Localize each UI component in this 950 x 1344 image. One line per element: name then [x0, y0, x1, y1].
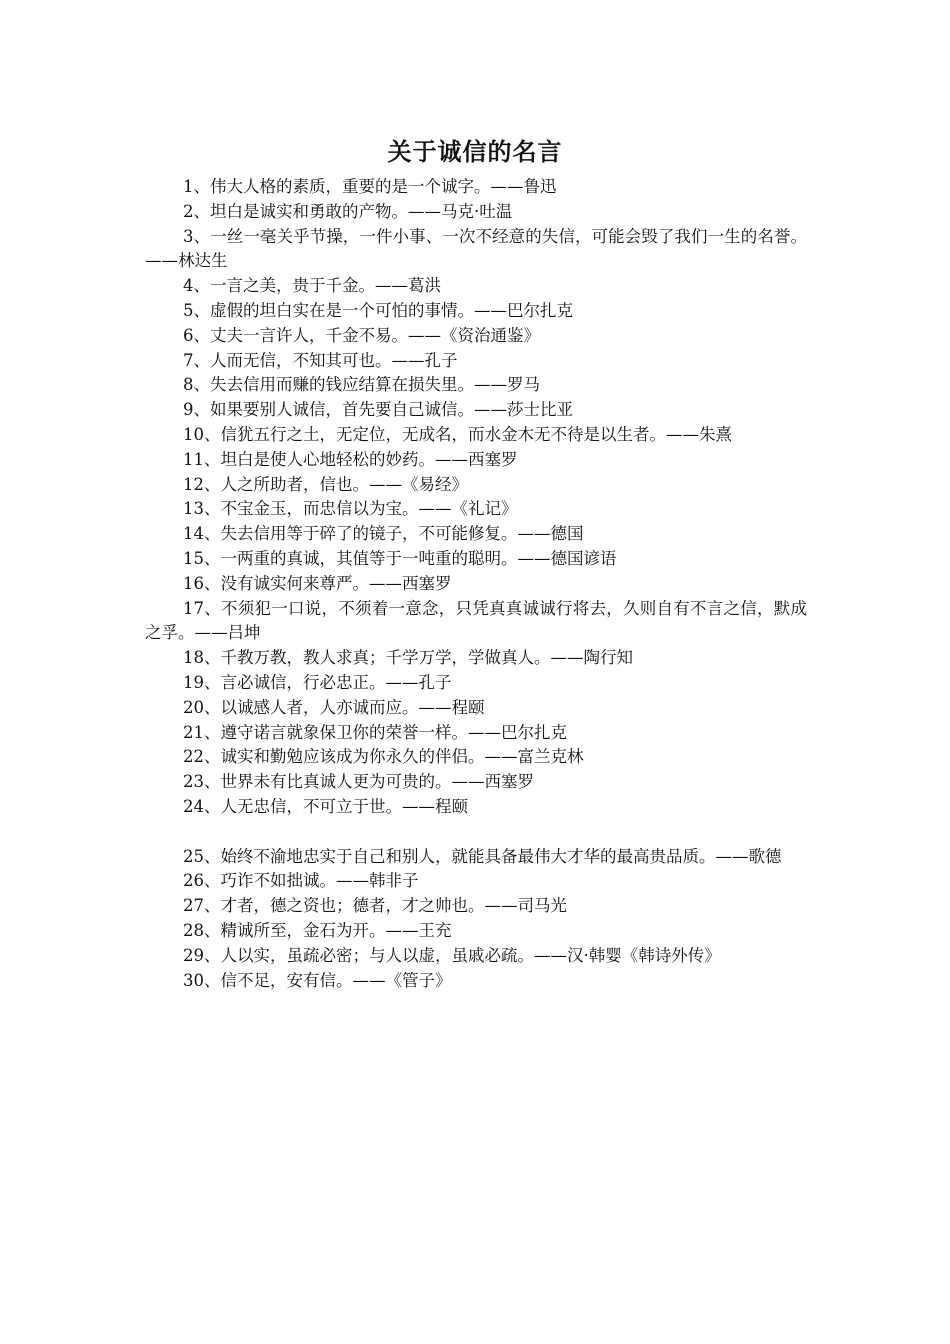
- quote-item: 19、言必诚信，行必忠正。——孔子: [183, 672, 452, 692]
- quote-item: 3、一丝一毫关乎节操，一件小事、一次不经意的失信，可能会毁了我们一生的名誉。——林达生: [145, 226, 807, 271]
- quote-item: 7、人而无信，不知其可也。——孔子: [183, 350, 458, 370]
- quote-item: 23、世界未有比真诚人更为可贵的。——西塞罗: [183, 772, 534, 792]
- quote-item: 28、精诚所至，金石为开。——王充: [183, 920, 452, 940]
- quote-item: 11、坦白是使人心地轻松的妙药。——西塞罗: [183, 449, 518, 469]
- blank-line: [145, 820, 807, 845]
- document-title: 关于诚信的名言: [387, 138, 563, 166]
- quote-item: 29、人以实，虽疏必密；与人以虚，虽戚必疏。——汉·韩婴《韩诗外传》: [183, 945, 721, 965]
- quote-item: 22、诚实和勤勉应该成为你永久的伴侣。——富兰克林: [183, 747, 584, 767]
- quote-item: 9、如果要别人诚信，首先要自己诚信。——莎士比亚: [183, 400, 573, 420]
- quote-item: 25、始终不渝地忠实于自己和别人，就能具备最伟大才华的最高贵品质。——歌德: [183, 846, 782, 866]
- quote-item: 17、不须犯一口说，不须着一意念，只凭真真诚诚行将去，久则自有不言之信，默成之孚。——吕坤: [145, 598, 807, 643]
- quote-item: 18、千教万教，教人求真；千学万学，学做真人。——陶行知: [183, 648, 633, 668]
- quote-item: 2、坦白是诚实和勇敢的产物。——马克·吐温: [183, 201, 513, 221]
- quote-item: 24、人无忠信，不可立于世。——程颐: [183, 796, 468, 816]
- quote-item: 4、一言之美，贵于千金。——葛洪: [183, 276, 441, 296]
- quote-item: 5、虚假的坦白实在是一个可怕的事情。——巴尔扎克: [183, 300, 573, 320]
- quote-item: 27、才者，德之资也；德者，才之帅也。——司马光: [183, 896, 567, 916]
- quote-list: [145, 175, 807, 993]
- quote-item: 21、遵守诺言就象保卫你的荣誉一样。——巴尔扎克: [183, 722, 567, 742]
- quote-item: 15、一两重的真诚，其值等于一吨重的聪明。——德国谚语: [183, 548, 617, 568]
- quote-item: 14、失去信用等于碎了的镜子，不可能修复。——德国: [183, 524, 584, 544]
- quote-item: 20、以诚感人者，人亦诚而应。——程颐: [183, 697, 485, 717]
- quote-item: 10、信犹五行之土，无定位，无成名，而水金木无不待是以生者。——朱熹: [183, 424, 732, 444]
- quote-item: 16、没有诚实何来尊严。——西塞罗: [183, 573, 452, 593]
- quote-item: 8、失去信用而赚的钱应结算在损失里。——罗马: [183, 375, 540, 395]
- quote-item: 6、丈夫一言许人，千金不易。——《资治通鉴》: [183, 325, 540, 345]
- quote-item: 26、巧诈不如拙诚。——韩非子: [183, 871, 419, 891]
- quote-item: 30、信不足，安有信。——《管子》: [183, 970, 452, 990]
- quote-item: 13、不宝金玉，而忠信以为宝。——《礼记》: [183, 499, 518, 519]
- quote-item: 1、伟大人格的素质，重要的是一个诚字。——鲁迅: [183, 177, 557, 196]
- quote-item: 12、人之所助者，信也。——《易经》: [183, 474, 468, 494]
